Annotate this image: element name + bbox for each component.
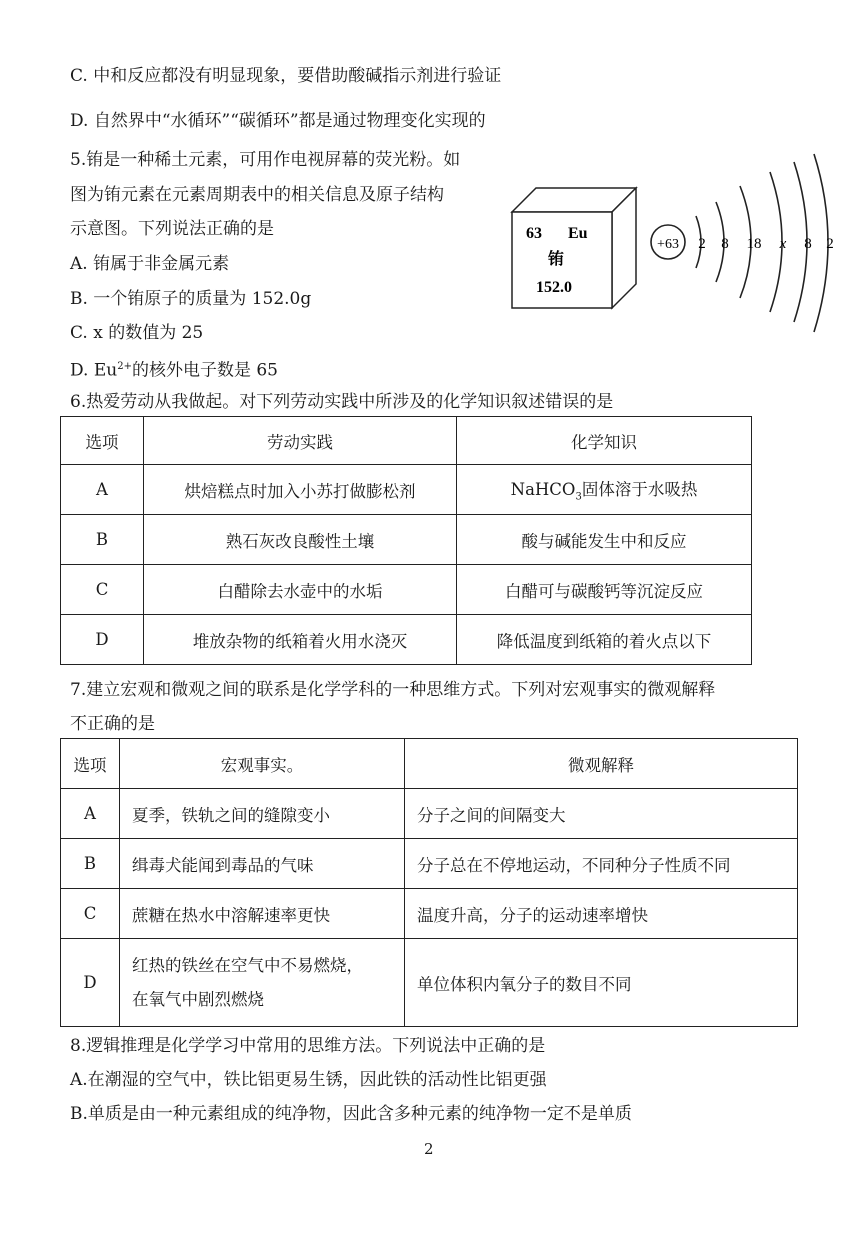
table-row [61,889,798,939]
row-option: C [61,889,120,939]
header-option: 选项 [61,417,144,465]
row-knowledge: 降低温度到纸箱的着火点以下 [457,615,752,665]
option-d-line: D. 自然界中“水循环”“碳循环”都是通过物理变化实现的 [70,111,486,131]
q6-table [60,416,752,665]
q5-stem-3: 示意图。下列说法正确的是 [70,219,274,239]
table-row [61,615,752,665]
table-header-row [61,417,752,465]
header-micro: 微观解释 [405,739,798,789]
table-row [61,465,752,515]
element-symbol: Eu [568,225,588,242]
row-fact: 缉毒犬能闻到毒品的气味 [120,839,405,889]
q5-option-b: B. 一个铕原子的质量为 152.0g [70,289,312,309]
element-name: 铕 [548,249,565,268]
row-option: C [61,565,144,615]
row-micro: 分子之间的间隔变大 [405,789,798,839]
q5-option-c: C. x 的数值为 25 [70,323,204,343]
atomic-number: 63 [526,225,542,242]
q5-stem-1: 5.铕是一种稀土元素，可用作电视屏幕的荧光粉。如 [70,150,461,170]
row-practice: 熟石灰改良酸性土壤 [144,515,457,565]
nucleus-charge: +63 [657,237,679,252]
row-option: A [61,789,120,839]
element-card [508,184,648,312]
q5-option-a: A. 铕属于非金属元素 [70,254,230,274]
atomic-mass: 152.0 [536,279,572,296]
q7-stem-1: 7.建立宏观和微观之间的联系是化学学科的一种思维方式。下列对宏观事实的微观解释 [70,680,716,700]
table-row [61,565,752,615]
header-option: 选项 [61,739,120,789]
row-option: D [61,615,144,665]
header-practice: 劳动实践 [144,417,457,465]
table-row [61,515,752,565]
q7-stem-2: 不正确的是 [70,714,155,734]
table-row [61,939,798,1027]
row-fact: 红热的铁丝在空气中不易燃烧， 在氧气中剧烈燃烧 [120,939,405,1027]
header-knowledge: 化学知识 [457,417,752,465]
row-micro: 温度升高，分子的运动速率增快 [405,889,798,939]
row-fact: 夏季，铁轨之间的缝隙变小 [120,789,405,839]
table-row [61,789,798,839]
table-header-row [61,739,798,789]
q8-stem: 8.逻辑推理是化学学习中常用的思维方法。下列说法中正确的是 [70,1036,546,1056]
shell-1-count: 2 [698,236,706,252]
atom-structure-diagram [646,150,842,336]
row-micro: 分子总在不停地运动，不同种分子性质不同 [405,839,798,889]
page-number: 2 [424,1140,434,1158]
row-micro: 单位体积内氧分子的数目不同 [405,939,798,1027]
shell-6-count: 2 [826,236,834,252]
row-fact: 蔗糖在热水中溶解速率更快 [120,889,405,939]
table-row [61,839,798,889]
q6-stem: 6.热爱劳动从我做起。对下列劳动实践中所涉及的化学知识叙述错误的是 [70,392,614,412]
row-option: B [61,515,144,565]
row-option: B [61,839,120,889]
q5-stem-2: 图为铕元素在元素周期表中的相关信息及原子结构 [70,185,444,205]
row-practice: 白醋除去水壶中的水垢 [144,565,457,615]
q5-option-d: D. $Eu^{2+}$的核外电子数是 65 [70,360,278,381]
option-c-line: C. 中和反应都没有明显现象，要借助酸碱指示剂进行验证 [70,66,502,86]
row-knowledge: 白醋可与碳酸钙等沉淀反应 [457,565,752,615]
row-knowledge: 酸与碱能发生中和反应 [457,515,752,565]
row-option: A [61,465,144,515]
row-option: D [61,939,120,1027]
row-practice: 堆放杂物的纸箱着火用水浇灭 [144,615,457,665]
row-practice: 烘焙糕点时加入小苏打做膨松剂 [144,465,457,515]
shell-4-count: x [779,236,787,252]
row-knowledge: NaHCO$_3$固体溶于水吸热 [457,465,752,515]
q7-table [60,738,798,1027]
shell-2-count: 8 [721,236,729,252]
shell-5-count: 8 [804,236,812,252]
q8-option-b: B.单质是由一种元素组成的纯净物，因此含多种元素的纯净物一定不是单质 [70,1104,632,1124]
header-fact: 宏观事实。 [120,739,405,789]
shell-3-count: 18 [746,236,762,252]
q8-option-a: A.在潮湿的空气中，铁比铝更易生锈，因此铁的活动性比铝更强 [70,1070,547,1090]
